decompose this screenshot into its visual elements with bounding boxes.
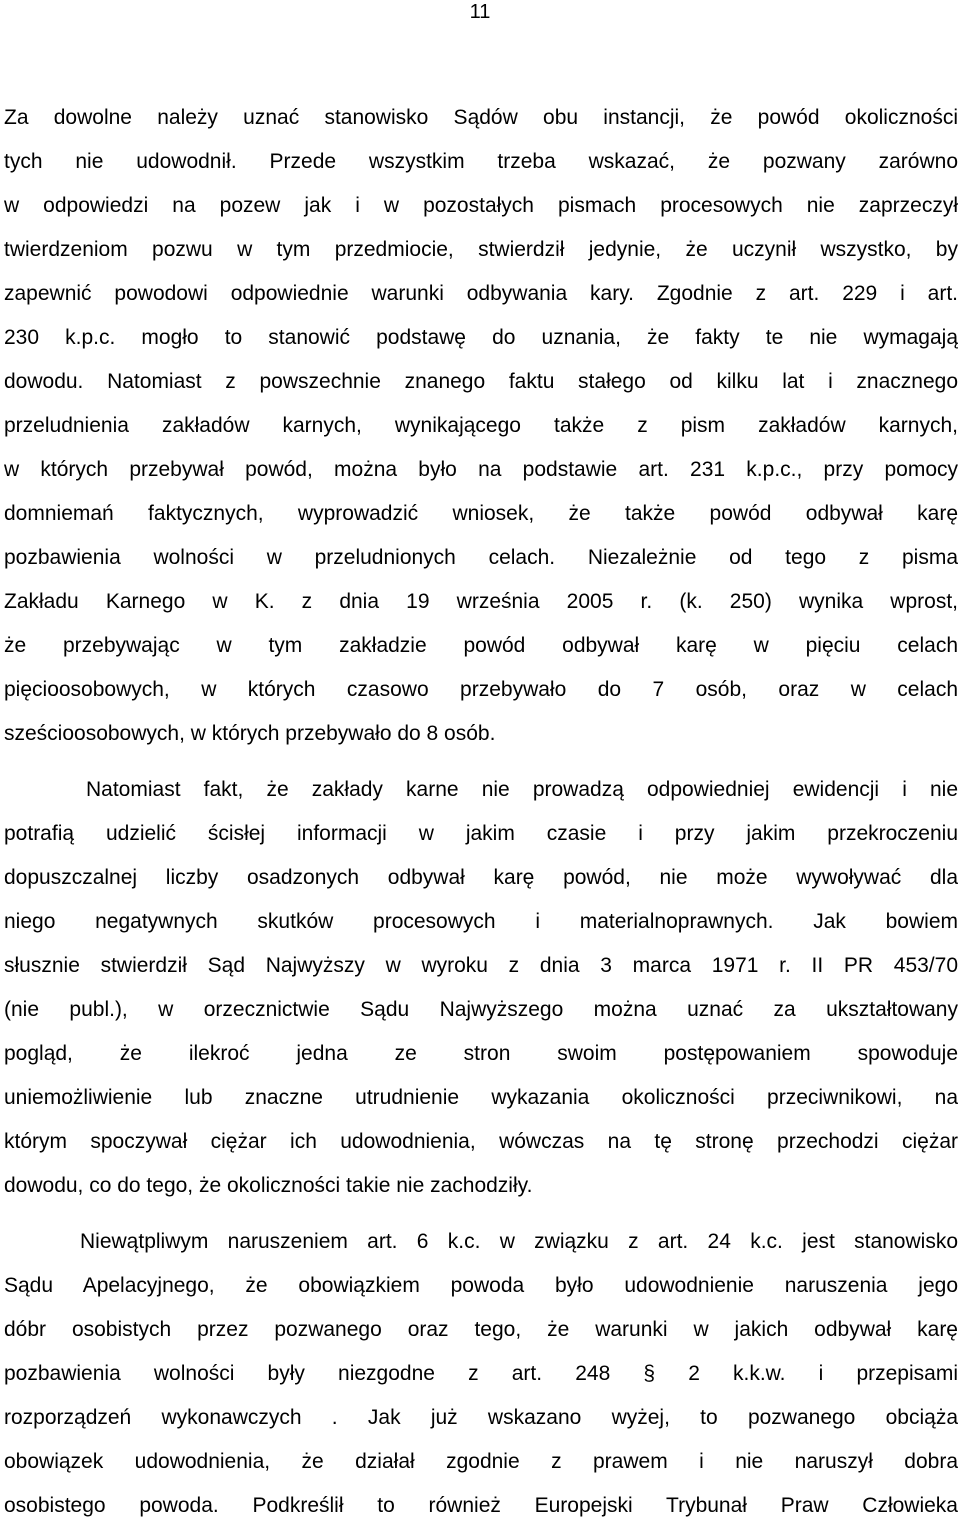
text-line: którym spoczywał ciężar ich udowodnienia, wówczas na tę stronę przechodzi ciężar [4, 1130, 958, 1153]
text-line: sześcioosobowych, w których przebywało do 8 osób. [4, 722, 496, 745]
text-line: dowodu. Natomiast z powszechnie znanego faktu stałego od kilku lat i znacznego [4, 370, 958, 393]
text-line: dowodu, co do tego, że okoliczności takie nie zachodziły. [4, 1174, 533, 1197]
page-number: 11 [469, 1, 491, 23]
text-line: pięcioosobowych, w których czasowo przebywało do 7 osób, oraz w celach [4, 678, 958, 701]
text-line: że przebywając w tym zakładzie powód odbywał karę w pięciu celach [4, 634, 958, 657]
text-line: potrafią udzielić ścisłej informacji w jakim czasie i przy jakim przekroczeniu [4, 822, 958, 845]
text-line: obowiązek udowodnienia, że działał zgodnie z prawem i nie naruszył dobra [4, 1450, 958, 1473]
text-line: osobistego powoda. Podkreślił to również Europejski Trybunał Praw Człowieka [4, 1494, 958, 1517]
text-line: rozporządzeń wykonawczych . Jak już wskazano wyżej, to pozwanego obciąża [4, 1406, 958, 1429]
text-line: słusznie stwierdził Sąd Najwyższy w wyroku z dnia 3 marca 1971 r. II PR 453/70 [4, 954, 958, 977]
text-line: pogląd, że ilekroć jedna ze stron swoim postępowaniem spowoduje [4, 1042, 958, 1065]
text-line: przeludnienia zakładów karnych, wynikającego także z pism zakładów karnych, [4, 414, 958, 437]
paragraph-1 [4, 96, 958, 756]
text-line: w których przebywał powód, można było na podstawie art. 231 k.p.c., przy pomocy [4, 458, 958, 481]
paragraph-gap [4, 756, 958, 768]
text-line: w odpowiedzi na pozew jak i w pozostałych pismach procesowych nie zaprzeczył [4, 194, 958, 217]
text-line: domniemań faktycznych, wyprowadzić wniosek, że także powód odbywał karę [4, 502, 958, 525]
text-line: Za dowolne należy uznać stanowisko Sądów obu instancji, że powód okoliczności [4, 106, 958, 129]
text-line: Zakładu Karnego w K. z dnia 19 września 2005 r. (k. 250) wynika wprost, [4, 590, 958, 613]
paragraph-3 [4, 1220, 958, 1528]
text-line: niego negatywnych skutków procesowych i materialnoprawnych. Jak bowiem [4, 910, 958, 933]
text-line: zapewnić powodowi odpowiednie warunki odbywania kary. Zgodnie z art. 229 i art. [4, 282, 958, 305]
text-line: Niewątpliwym naruszeniem art. 6 k.c. w związku z art. 24 k.c. jest stanowisko [80, 1230, 958, 1253]
text-line: pozbawienia wolności były niezgodne z art. 248 § 2 k.k.w. i przepisami [4, 1362, 958, 1385]
text-line: tych nie udowodnił. Przede wszystkim trzeba wskazać, że pozwany zarówno [4, 150, 958, 173]
document-body [4, 96, 958, 1528]
text-line: pozbawienia wolności w przeludnionych celach. Niezależnie od tego z pisma [4, 546, 958, 569]
text-line: Natomiast fakt, że zakłady karne nie prowadzą odpowiedniej ewidencji i nie [86, 778, 958, 801]
text-line: uniemożliwienie lub znaczne utrudnienie wykazania okoliczności przeciwnikowi, na [4, 1086, 958, 1109]
text-line: dopuszczalnej liczby osadzonych odbywał karę powód, nie może wywoływać dla [4, 866, 958, 889]
text-line: (nie publ.), w orzecznictwie Sądu Najwyższego można uznać za ukształtowany [4, 998, 958, 1021]
paragraph-gap [4, 1208, 958, 1220]
text-line: dóbr osobistych przez pozwanego oraz tego, że warunki w jakich odbywał karę [4, 1318, 958, 1341]
text-line: Sądu Apelacyjnego, że obowiązkiem powoda było udowodnienie naruszenia jego [4, 1274, 958, 1297]
text-line: twierdzeniom pozwu w tym przedmiocie, stwierdził jedynie, że uczynił wszystko, by [4, 238, 958, 261]
paragraph-2 [4, 768, 958, 1208]
text-line: 230 k.p.c. mogło to stanowić podstawę do uznania, że fakty te nie wymagają [4, 326, 958, 349]
